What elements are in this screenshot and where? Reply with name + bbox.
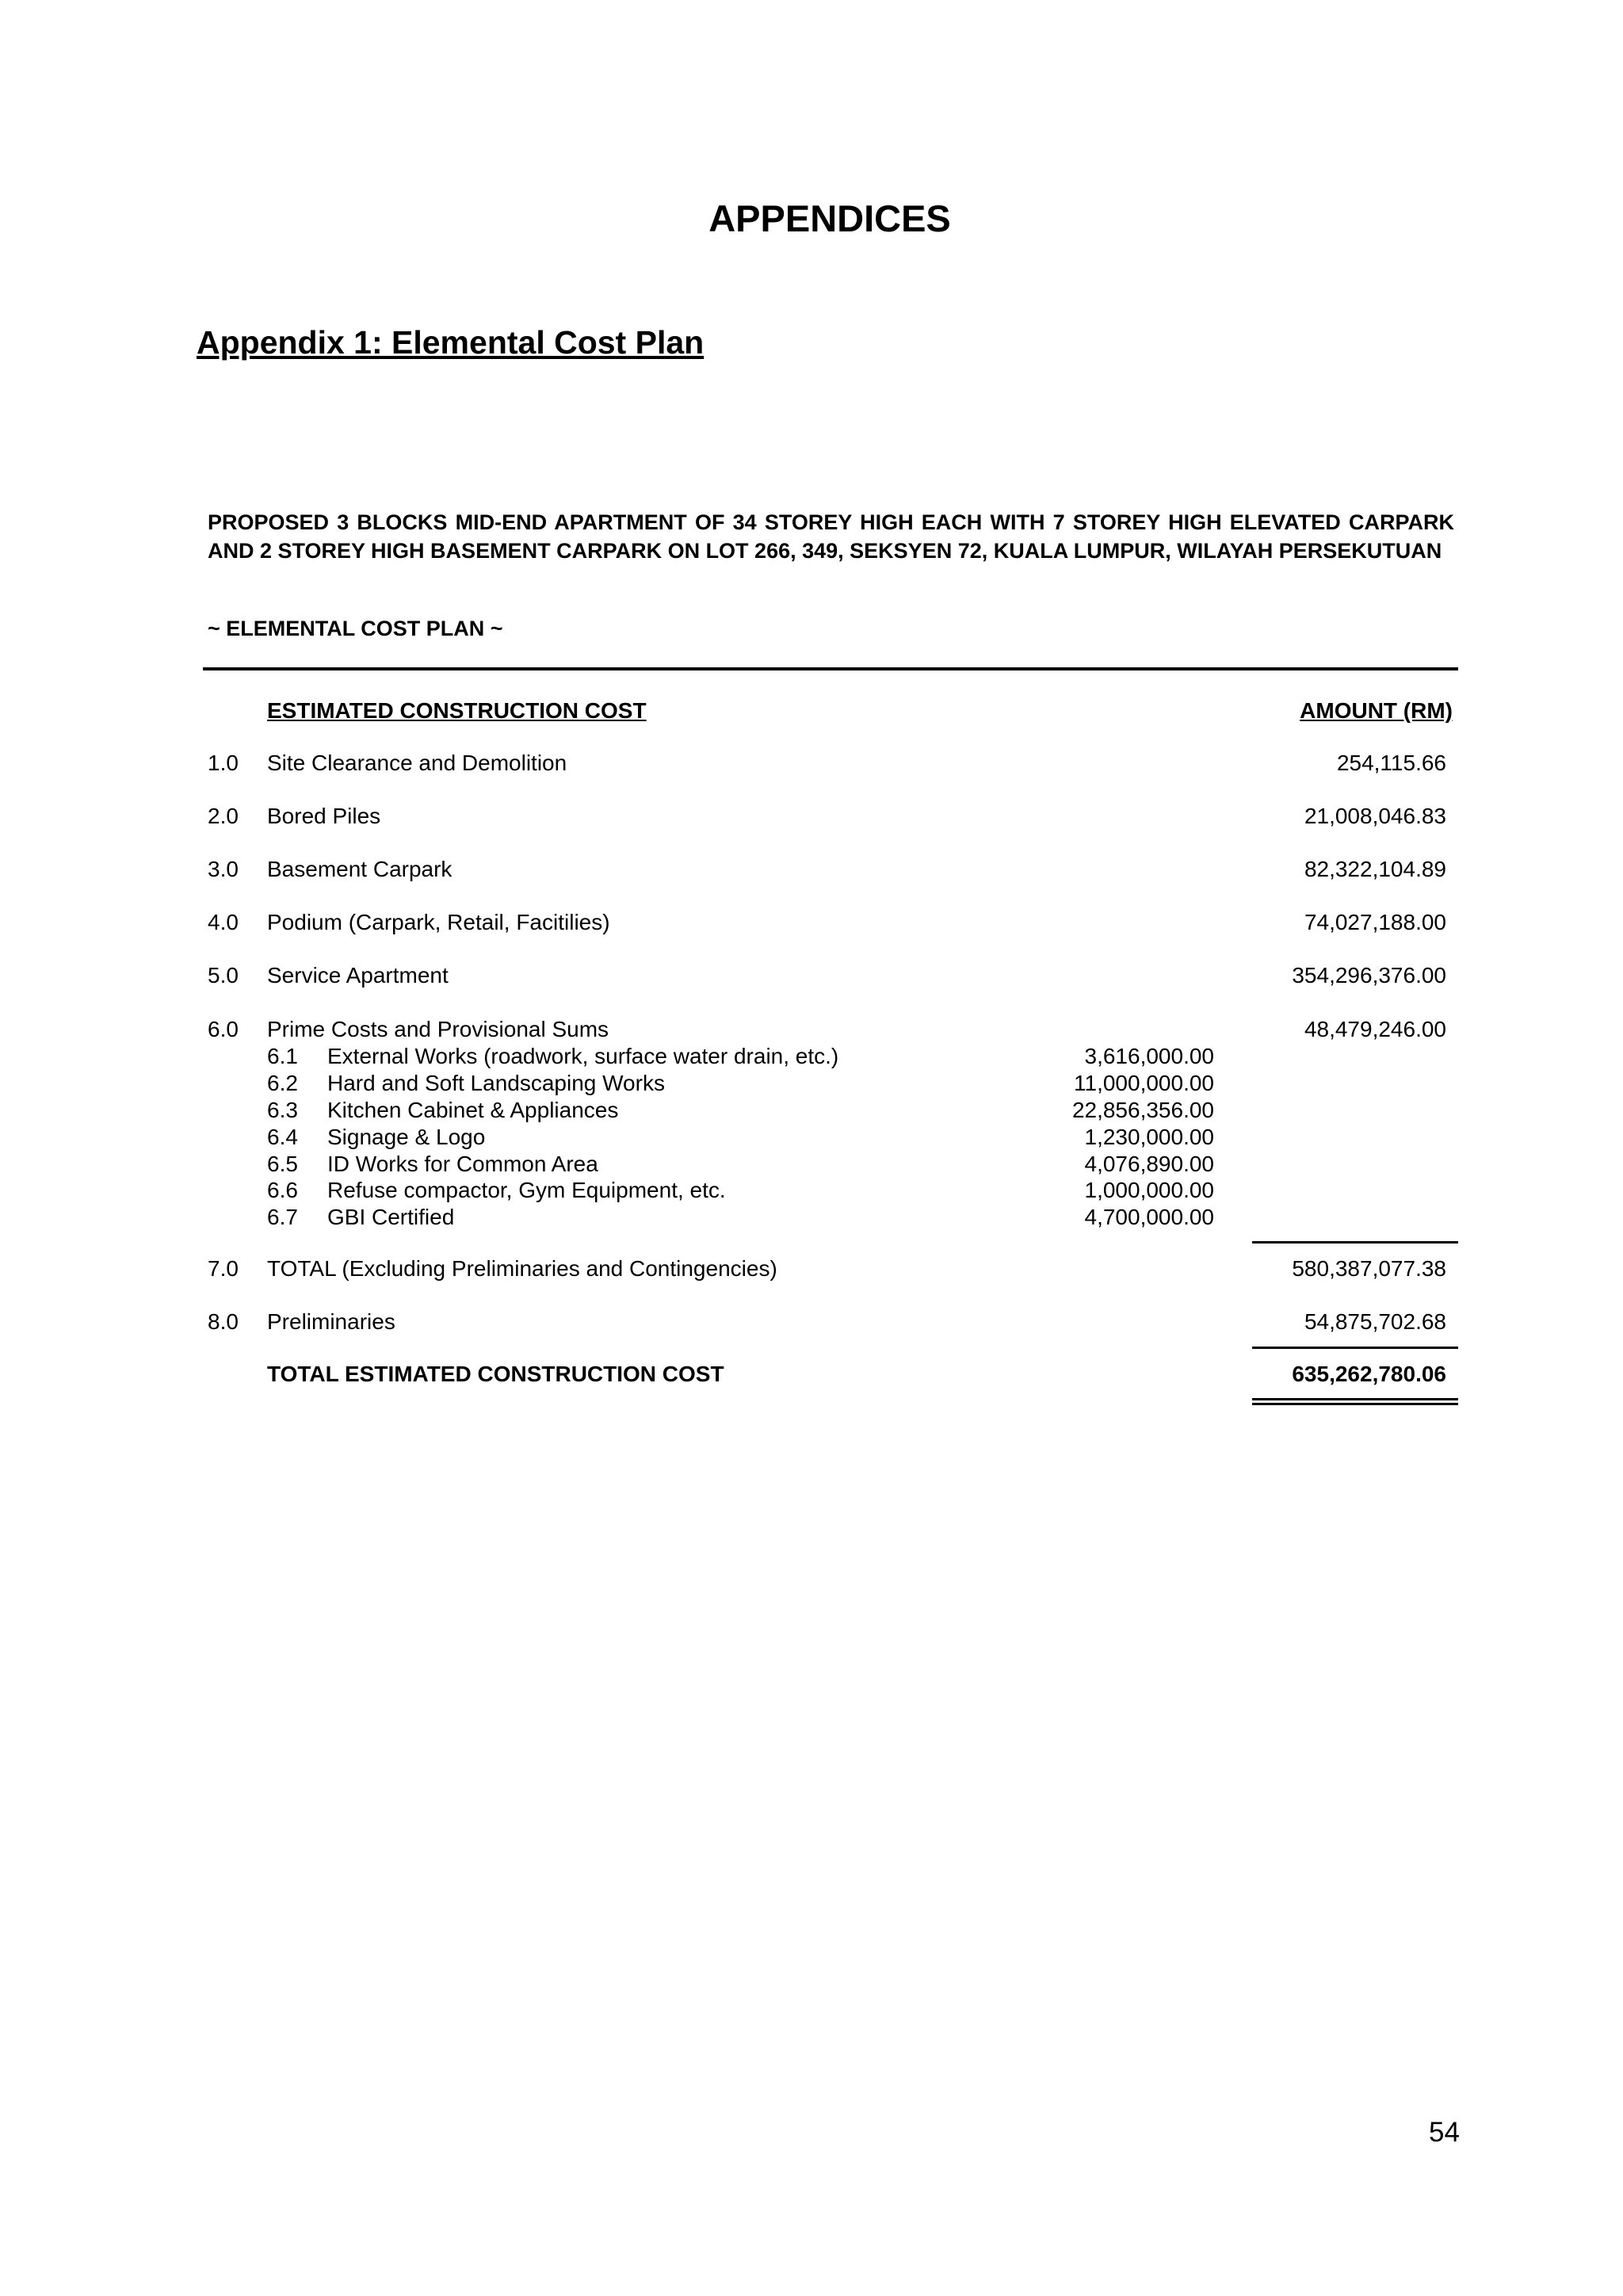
page-heading: APPENDICES xyxy=(708,197,951,239)
subitem-number: 6.6 xyxy=(267,1178,298,1202)
item-number: 1.0 xyxy=(208,751,239,775)
preliminaries-amount: 54,875,702.68 xyxy=(1304,1309,1446,1334)
subitem-amount: 1,000,000.00 xyxy=(1084,1178,1214,1202)
item-amount: 21,008,046.83 xyxy=(1304,804,1446,828)
subitem-number: 6.1 xyxy=(267,1044,298,1068)
item-amount: 254,115.66 xyxy=(1336,751,1446,775)
item-number: 2.0 xyxy=(208,804,239,828)
item-amount: 82,322,104.89 xyxy=(1304,857,1446,881)
subitem-number: 6.7 xyxy=(267,1205,298,1229)
item-description: Site Clearance and Demolition xyxy=(267,751,567,775)
item-description: Basement Carpark xyxy=(267,857,453,881)
item-number: 5.0 xyxy=(208,963,239,988)
subitem-description: Hard and Soft Landscaping Works xyxy=(327,1071,665,1095)
subitem-description: Refuse compactor, Gym Equipment, etc. xyxy=(327,1178,726,1202)
subitem-description: ID Works for Common Area xyxy=(327,1152,598,1176)
subitem-number: 6.4 xyxy=(267,1125,298,1149)
total-rule xyxy=(1252,1347,1458,1349)
subitem-amount: 22,856,356.00 xyxy=(1071,1098,1214,1122)
column-header-description: ESTIMATED CONSTRUCTION COST xyxy=(267,698,647,723)
project-title: PROPOSED 3 BLOCKS MID-END APARTMENT OF 34 STOREY HIGH EACH WITH 7 STOREY HIGH ELEVATED CARPARK AND 2 STOREY HIGH BASEMENT CARPARK ON LOT 266, 349, SEKSYEN 72, KUALA LUMPUR, WILAYAH PERSEKUTUAN xyxy=(208,510,1454,563)
subitem-description: Kitchen Cabinet & Appliances xyxy=(327,1098,619,1122)
subtotal-description: TOTAL (Excluding Preliminaries and Contingencies) xyxy=(267,1256,777,1281)
subtotal-rule xyxy=(1252,1241,1458,1244)
item-amount: 354,296,376.00 xyxy=(1292,963,1446,988)
subitem-number: 6.3 xyxy=(267,1098,298,1122)
header-rule xyxy=(203,667,1458,670)
grand-total-double-rule-bottom xyxy=(1252,1403,1458,1405)
appendix-title: Appendix 1: Elemental Cost Plan xyxy=(197,324,705,361)
preliminaries-number: 8.0 xyxy=(208,1309,239,1334)
column-header-amount: AMOUNT (RM) xyxy=(1300,698,1453,723)
cost-plan-subtitle: ~ ELEMENTAL COST PLAN ~ xyxy=(208,617,503,640)
subitem-amount: 1,230,000.00 xyxy=(1084,1125,1214,1149)
subitem-number: 6.5 xyxy=(267,1152,298,1176)
subitem-description: Signage & Logo xyxy=(327,1125,486,1149)
subitem-description: External Works (roadwork, surface water drain, etc.) xyxy=(327,1044,839,1068)
item-amount: 48,479,246.00 xyxy=(1304,1017,1446,1041)
subitem-description: GBI Certified xyxy=(327,1205,455,1229)
item-description: Bored Piles xyxy=(267,804,381,828)
item-number: 6.0 xyxy=(208,1017,239,1041)
subtotal-amount: 580,387,077.38 xyxy=(1292,1256,1446,1281)
grand-total-amount: 635,262,780.06 xyxy=(1292,1362,1446,1386)
item-amount: 74,027,188.00 xyxy=(1304,910,1446,934)
subitem-number: 6.2 xyxy=(267,1071,298,1095)
item-description: Podium (Carpark, Retail, Facitilies) xyxy=(267,910,610,934)
preliminaries-description: Preliminaries xyxy=(267,1309,395,1334)
subtotal-number: 7.0 xyxy=(208,1256,239,1281)
subitem-amount: 11,000,000.00 xyxy=(1074,1071,1214,1095)
grand-total-description: TOTAL ESTIMATED CONSTRUCTION COST xyxy=(267,1362,724,1386)
item-number: 3.0 xyxy=(208,857,239,881)
grand-total-double-rule-top xyxy=(1252,1398,1458,1400)
item-number: 4.0 xyxy=(208,910,239,934)
subitem-amount: 4,076,890.00 xyxy=(1084,1152,1214,1176)
item-description: Prime Costs and Provisional Sums xyxy=(267,1017,609,1041)
item-description: Service Apartment xyxy=(267,963,449,988)
subitem-amount: 3,616,000.00 xyxy=(1084,1044,1214,1068)
subitem-amount: 4,700,000.00 xyxy=(1084,1205,1214,1229)
page-number: 54 xyxy=(1429,2117,1460,2148)
